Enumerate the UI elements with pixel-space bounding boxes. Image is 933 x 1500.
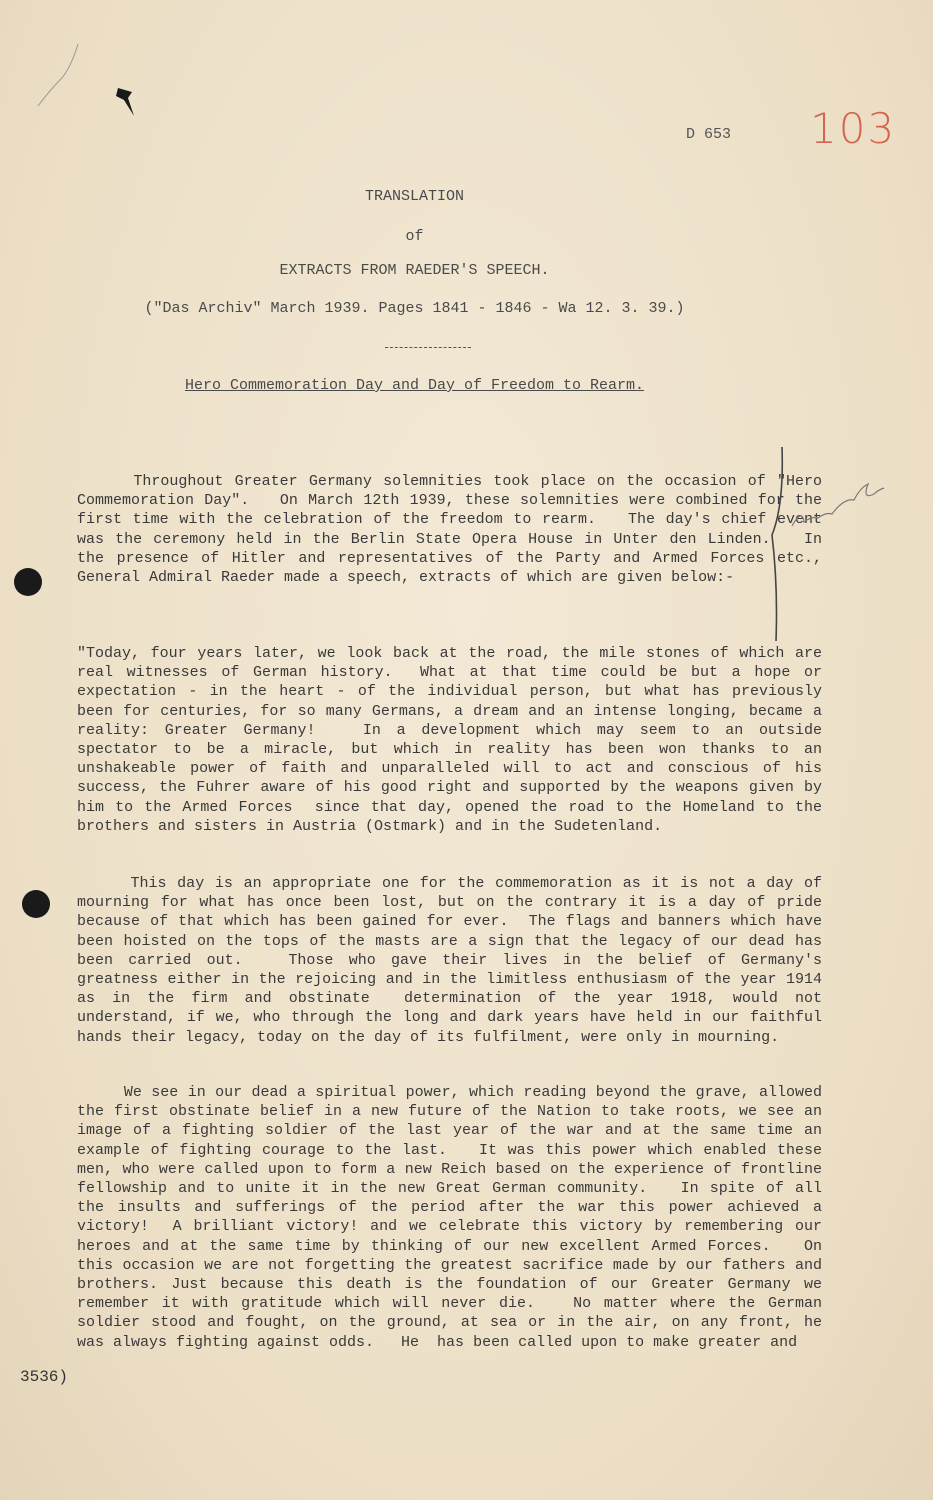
tack-mark-icon [114, 86, 138, 120]
handwritten-read-signature [788, 478, 888, 538]
heading-translation: TRANSLATION [364, 188, 465, 205]
pencil-scratch-icon [30, 40, 90, 110]
heading-title: EXTRACTS FROM RAEDER'S SPEECH. [279, 262, 550, 279]
folio-number: 103 [810, 104, 897, 153]
heading-source: ("Das Archiv" March 1939. Pages 1841 - 1846 - Wa 12. 3. 39.) [144, 300, 685, 317]
punch-hole-icon [22, 890, 50, 918]
speech-subtitle: Hero Commemoration Day and Day of Freedom to Rearm. [184, 377, 645, 394]
document-number: D 653 [686, 126, 732, 143]
heading-of: of [405, 228, 424, 245]
paragraph-quote-start: "Today, four years later, we look back at the road, the mile stones of which are real witnesses of German history. What at that time could be but a hope or expectation - in the heart - of the individual person, but what has previously been for centuries, for so many Germans, a dream and an intense longing, became a reality: Greater Germany! In a development which may seem to an outside spectator to be a miracle, but which in reality has been won thanks to an unshakeable power of faith and unparalleled will to act and conscious of his success, the Fuhrer aware of his good right and supported by the weapons given by him to the Armed Forces since that day, opened the road to the Homeland to the brothers and sisters in Austria (Ostmark) and in the Sudetenland. [77, 645, 832, 835]
margin-bracket-icon [760, 445, 790, 645]
divider-rule [385, 347, 471, 348]
paragraph-spiritual-power: We see in our dead a spiritual power, which reading beyond the grave, allowed the first obstinate belief in a new future of the Nation to take roots, we see an image of a fighting soldier of the last year of the war and at the same time an example of fighting courage to the last. It was this power which enabled these men, who were called upon to form a new Reich based on the experience of frontline fellowship and to unite it in the new Great German community. In spite of all the insults and sufferings of the period after the war this power achieved a victory! A brilliant victory! and we celebrate this victory by remembering our heroes and at the same time by thinking of our new excellent Armed Forces. On this occasion we are not forgetting the greatest sacrifice made by our fathers and brothers. Just because this death is the foundation of our Greater Germany we remember it with gratitude which will never die. No matter where the German soldier stood and fought, on the ground, at sea or in the air, on any front, he was always fighting against odds. He has been called upon to make greater and [77, 1084, 841, 1351]
page-code: 3536) [20, 1368, 69, 1386]
paragraph-intro: Throughout Greater Germany solemnities took place on the occasion of "Hero Commemoration Day". On March 12th 1939, these solemnities were combined for the first time with the celebration of the freedom to rearm. The day's chief event was the ceremony held in the Berlin State Opera House in Unter den Linden. In the presence of Hitler and representatives of the Party and Armed Forces etc., General Admiral Raeder made a speech, extracts of which are given below:- [77, 473, 832, 587]
punch-hole-icon [14, 568, 42, 596]
paragraph-commemoration: This day is an appropriate one for the commemoration as it is not a day of mourning for what has once been lost, but on the contrary it is a day of pride because of that which has been gained for ever. The flags and banners which have been hoisted on the tops of the masts are a sign that the legacy of our dead has been carried out. Those who gave their lives in the belief of Germany's greatness either in the rejoicing and in the limitless enthusiasm of the year 1914 as in the firm and obstinate determination of the year 1918, would not understand, if we, who through the long and dark years have held in our faithful hands their legacy, today on the day of its fulfilment, were only in mourning. [77, 875, 832, 1046]
